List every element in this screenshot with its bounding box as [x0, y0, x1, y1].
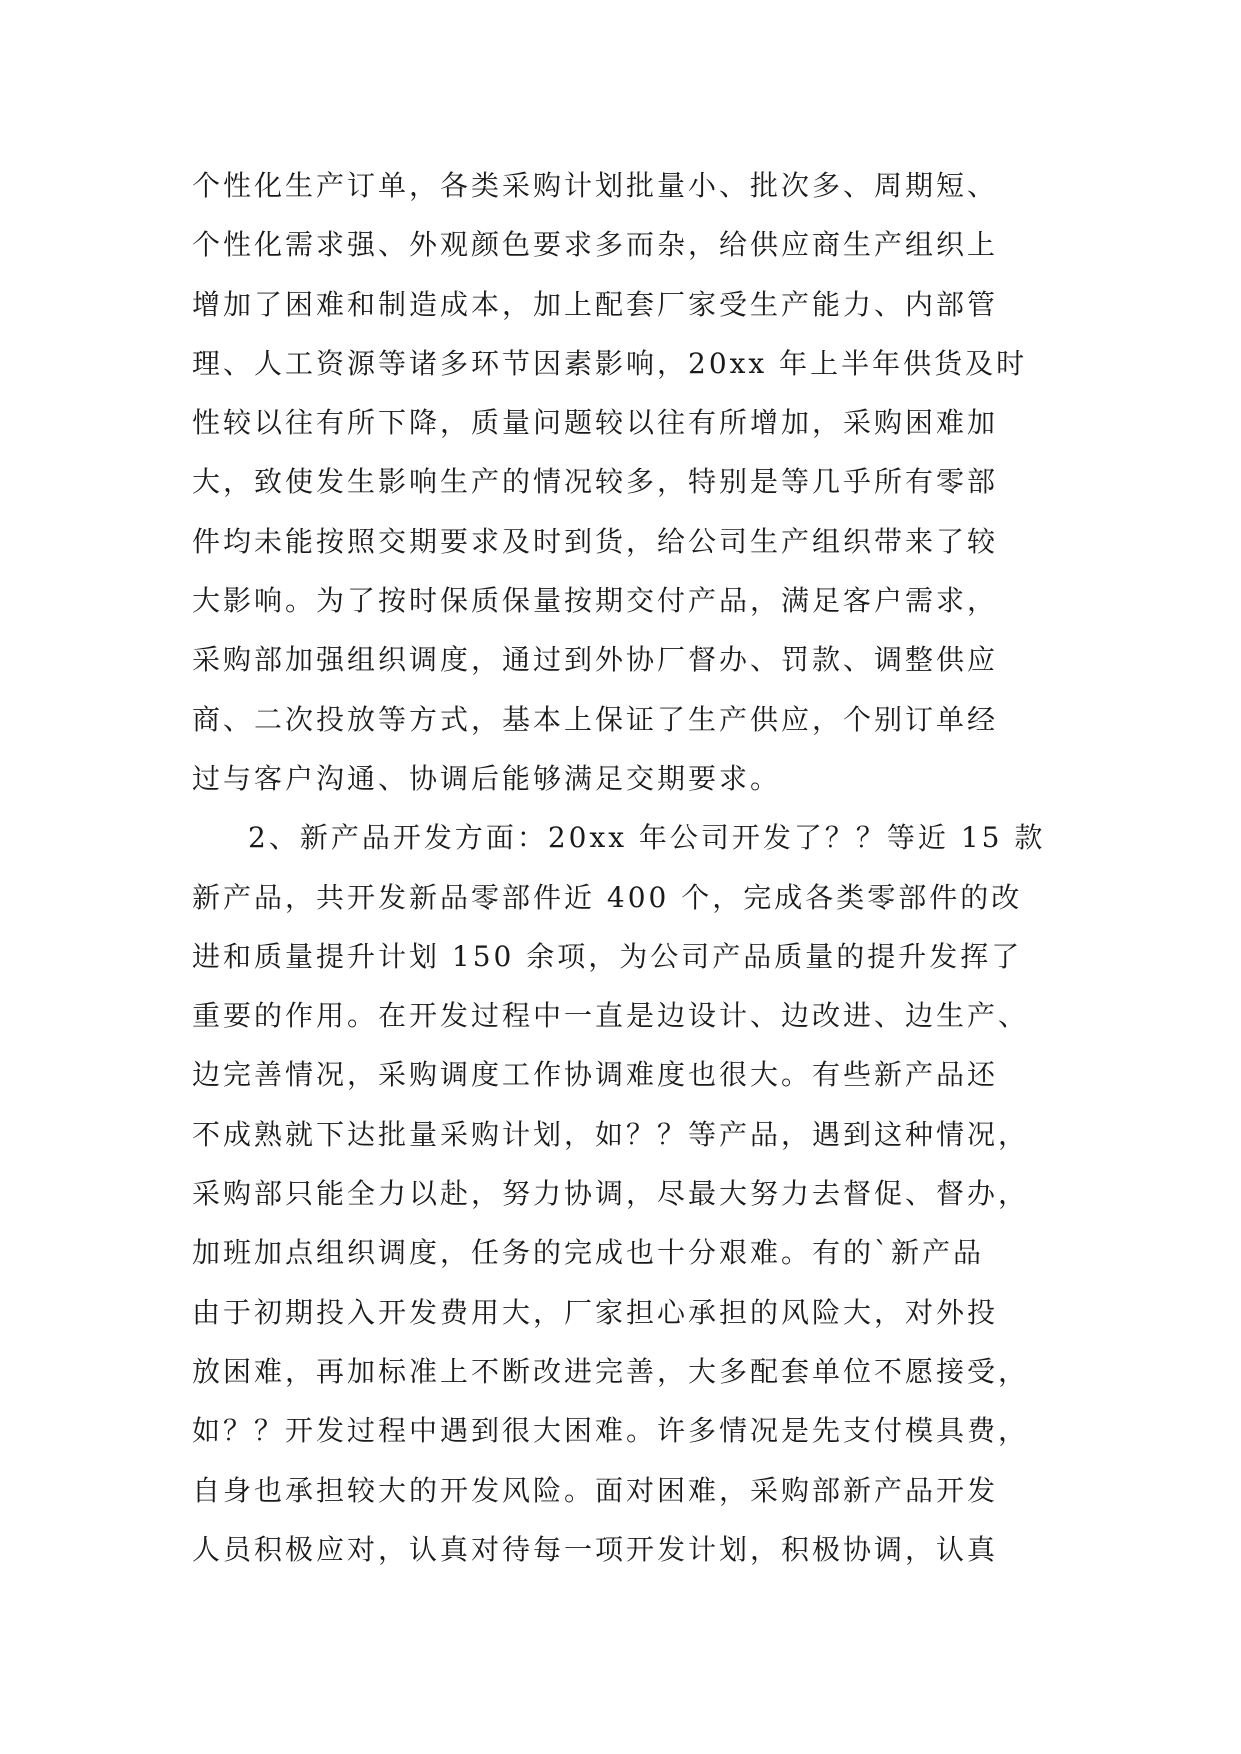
text-line: 由于初期投入开发费用大，厂家担心承担的风险大，对外投 — [192, 1295, 999, 1329]
body-text — [192, 156, 1072, 1579]
text-line: 理、人工资源等诸多环节因素影响，20xx 年上半年供货及时 — [192, 346, 1028, 380]
text-line: 采购部加强组织调度，通过到外协厂督办、罚款、调整供应 — [192, 643, 999, 677]
text-line: 增加了困难和制造成本，加上配套厂家受生产能力、内部管 — [192, 287, 999, 321]
text-line: 边完善情况，采购调度工作协调难度也很大。有些新产品还 — [192, 1058, 999, 1092]
text-line: 不成熟就下达批量采购计划，如？？等产品，遇到这种情况， — [192, 1117, 1030, 1151]
text-line: 人员积极应对，认真对待每一项开发计划，积极协调，认真 — [192, 1532, 999, 1566]
text-line: 放困难，再加标准上不断改进完善，大多配套单位不愿接受， — [192, 1354, 1030, 1388]
text-line: 进和质量提升计划 150 余项，为公司产品质量的提升发挥了 — [192, 939, 1023, 973]
text-line: 个性化生产订单，各类采购计划批量小、批次多、周期短、 — [192, 169, 999, 202]
text-line: 性较以往有所下降，质量问题较以往有所增加，采购困难加 — [192, 406, 999, 440]
text-line: 新产品，共开发新品零部件近 400 个，完成各类零部件的改 — [192, 880, 1023, 914]
text-line: 个性化需求强、外观颜色要求多而杂，给供应商生产组织上 — [192, 228, 999, 262]
text-line: 大，致使发生影响生产的情况较多，特别是等几乎所有零部 — [192, 465, 999, 499]
text-line: 如？？开发过程中遇到很大困难。许多情况是先支付模具费， — [192, 1414, 1030, 1448]
text-line: 加班加点组织调度，任务的完成也十分艰难。有的`新产品 — [192, 1236, 985, 1270]
text-line: 重要的作用。在开发过程中一直是边设计、边改进、边生产、 — [192, 999, 1030, 1033]
text-line: 自身也承担较大的开发风险。面对困难，采购部新产品开发 — [192, 1473, 999, 1507]
text-line: 件均未能按照交期要求及时到货，给公司生产组织带来了较 — [192, 524, 999, 558]
paragraph-start-line: 2、新产品开发方面：20xx 年公司开发了？？等近 15 款 — [248, 821, 1046, 855]
text-line: 商、二次投放等方式，基本上保证了生产供应，个别订单经 — [192, 702, 999, 736]
text-line: 采购部只能全力以赴，努力协调，尽最大努力去督促、督办， — [192, 1177, 1030, 1211]
text-line: 过与客户沟通、协调后能够满足交期要求。 — [192, 761, 782, 795]
text-line: 大影响。为了按时保质保量按期交付产品，满足客户需求， — [192, 584, 999, 618]
